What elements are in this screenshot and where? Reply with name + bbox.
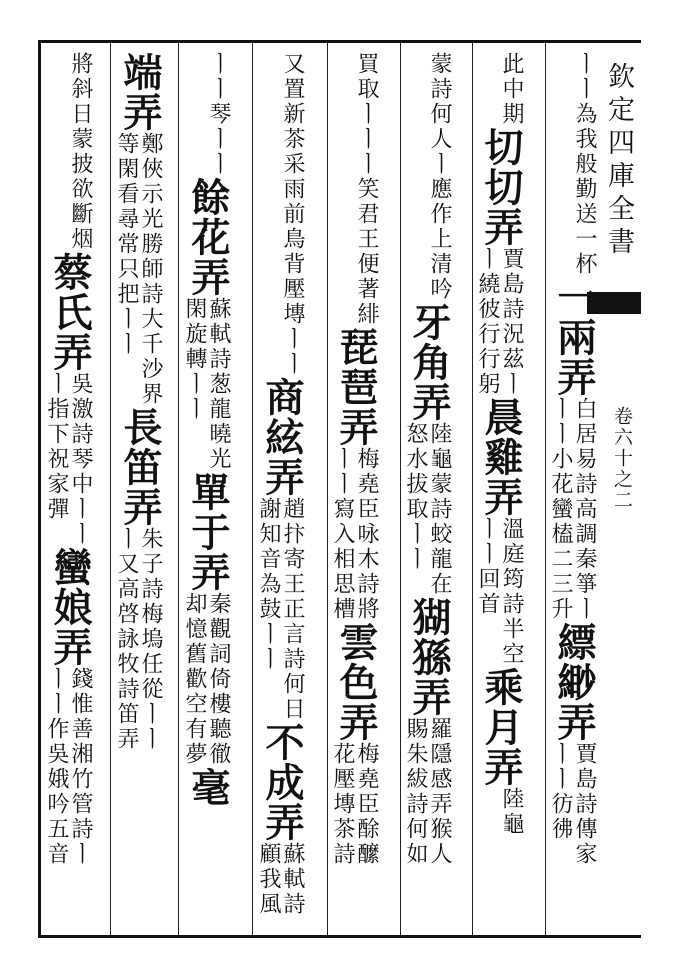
headword: 毫 <box>185 767 231 807</box>
lead-text: 將斜日蒙 <box>68 52 93 152</box>
annotation-line-left: ㅣㅣ回首 <box>475 517 500 617</box>
lead-text: 蒙詩何人 <box>427 52 452 152</box>
body-text: 琴ㅣㅣ <box>206 102 231 177</box>
annotation-line-left: 却憶舊歡空有夢 <box>182 592 207 767</box>
annotation-line-right: 梅堯臣酴醿 <box>354 742 379 867</box>
lead-text: ㅣㅣ為我 <box>572 52 597 152</box>
column-rule <box>472 43 473 935</box>
annotation-line-left: 賜朱紱詩何如 <box>403 717 428 867</box>
headword: 蠻娘弄 <box>47 547 93 667</box>
annotation-line-left: ㅣ指下祝家彈 <box>44 372 69 522</box>
body-text: 般勤送一杯 <box>572 152 597 277</box>
body-text: 期 <box>499 102 524 127</box>
column-rule <box>110 43 111 935</box>
annotation-line-right: 吳激詩琴中ㅣㅣ <box>68 372 93 547</box>
annotation <box>330 447 378 622</box>
column-rule <box>252 43 253 935</box>
annotation-line-right: 蘇軾詩葱龍曉光 <box>206 297 231 472</box>
annotation-line-right: 白居易詩高調秦箏ㅣ <box>572 397 597 622</box>
annotation <box>475 517 523 667</box>
annotation-line-left: 等閑看尋常只把ㅣㅣ <box>114 132 139 357</box>
annotation <box>548 397 596 622</box>
annotation-line-left: ㅣㅣ作吳娥吟五音 <box>44 667 69 867</box>
column-rule <box>545 43 546 935</box>
headword: 雲色弄 <box>333 622 379 742</box>
annotation-line-right: 賈島詩傳家 <box>572 742 597 867</box>
annotation-line-left: 顧我風 <box>256 842 281 917</box>
annotation-line-right: 朱子詩梅塢任從ㅣㅣ <box>138 527 163 752</box>
text-column-2 <box>475 52 523 837</box>
column-rule <box>327 43 328 935</box>
annotation <box>256 497 304 722</box>
headword: 商絃弄 <box>259 377 305 497</box>
annotation-line-right: 溫庭筠詩半空 <box>499 517 524 667</box>
annotation-line-left: ㅣ繞彼行行躬 <box>475 247 500 397</box>
annotation <box>548 742 596 867</box>
text-column-3 <box>403 52 451 867</box>
annotation <box>256 842 304 917</box>
annotation <box>403 717 451 867</box>
headword: 琵琶弄 <box>333 327 379 447</box>
annotation <box>182 297 230 472</box>
annotation-line-left: ㅣㅣ小花蠻榼二三升 <box>548 397 573 622</box>
annotation-line-left: ㅣ又高啓詠牧詩笛弄 <box>114 527 139 752</box>
annotation <box>475 247 523 397</box>
body-text: 笑君王便著緋 <box>354 177 379 327</box>
annotation-line-right: 賈島詩況茲ㅣ <box>499 247 524 397</box>
text-column-5 <box>256 52 304 917</box>
text-column-6 <box>182 52 230 807</box>
annotation-line-right: 蘇軾詩 <box>280 842 305 917</box>
annotation <box>182 592 230 767</box>
headword: 餘花弄 <box>185 177 231 297</box>
lead-text: 此中 <box>499 52 524 102</box>
headword: 單于弄 <box>185 472 231 592</box>
annotation-line-left: 謝知音為鼓ㅣㅣ <box>256 497 281 672</box>
headword: 端弄 <box>117 52 163 132</box>
volume-label: 卷六十之二 <box>611 406 633 511</box>
annotation-line-right: 陸龜蒙詩蛟龍在 <box>427 422 452 597</box>
annotation-line-right: 趙抃寄王正言詩何日 <box>280 497 305 722</box>
annotation-line-right: 梅堯臣咏木詩將 <box>354 447 379 622</box>
body-text: ㅣ應作上清吟 <box>427 152 452 302</box>
headword: 縹緲弄 <box>551 622 597 742</box>
book-title: 欽定四庫全書 <box>603 62 634 260</box>
annotation-line-left: 閑旋轉ㅣㅣ <box>182 297 207 422</box>
annotation-line-left: ㅣㅣ彷彿 <box>548 742 573 842</box>
headword: 不成弄 <box>259 722 305 842</box>
lead-text: 買取ㅣㅣㅣ <box>354 52 379 177</box>
headword: 切切弄 <box>478 127 524 247</box>
annotation <box>44 667 92 867</box>
lead-text: 又置新茶采雨前 <box>280 52 305 227</box>
body-text: 陸龜 <box>499 787 524 837</box>
headword: 乘月弄 <box>478 667 524 787</box>
headword: 晨雞弄 <box>478 397 524 517</box>
body-text: 鳥背壓塼ㅣㅣ <box>280 227 305 377</box>
annotation <box>114 527 162 752</box>
annotation-line-right: 羅隱感弄猴人 <box>427 717 452 867</box>
annotation <box>403 422 451 597</box>
annotation <box>44 372 92 547</box>
annotation-line-left: ㅣㅣ寫入相思槽 <box>330 447 355 622</box>
annotation <box>330 742 378 867</box>
headword: 蔡氏弄 <box>47 252 93 372</box>
annotation-line-right: 錢惟善湘竹管詩ㅣ <box>68 667 93 867</box>
headword: 牙角弄 <box>406 302 452 422</box>
text-column-4 <box>330 52 378 867</box>
column-rule <box>400 43 401 935</box>
lead-text: ㅣㅣ <box>206 52 231 102</box>
headword: 猢猻弄 <box>406 597 452 717</box>
text-column-8 <box>44 52 92 867</box>
annotation-line-left: 花壓塼茶詩 <box>330 742 355 867</box>
text-column-7 <box>114 52 162 752</box>
body-text: 披欲斷烟 <box>68 152 93 252</box>
annotation-line-right: 鄭俠示光勝師詩大千沙界 <box>138 132 163 407</box>
annotation <box>114 132 162 407</box>
annotation-line-right: 秦觀詞倚樓聽徹 <box>206 592 231 767</box>
headword: 一兩弄 <box>551 277 597 397</box>
text-column-1 <box>548 52 596 867</box>
annotation-line-left: 怒水拔取ㅣㅣ <box>403 422 428 572</box>
headword: 長笛弄 <box>117 407 163 527</box>
column-rule <box>178 43 179 935</box>
